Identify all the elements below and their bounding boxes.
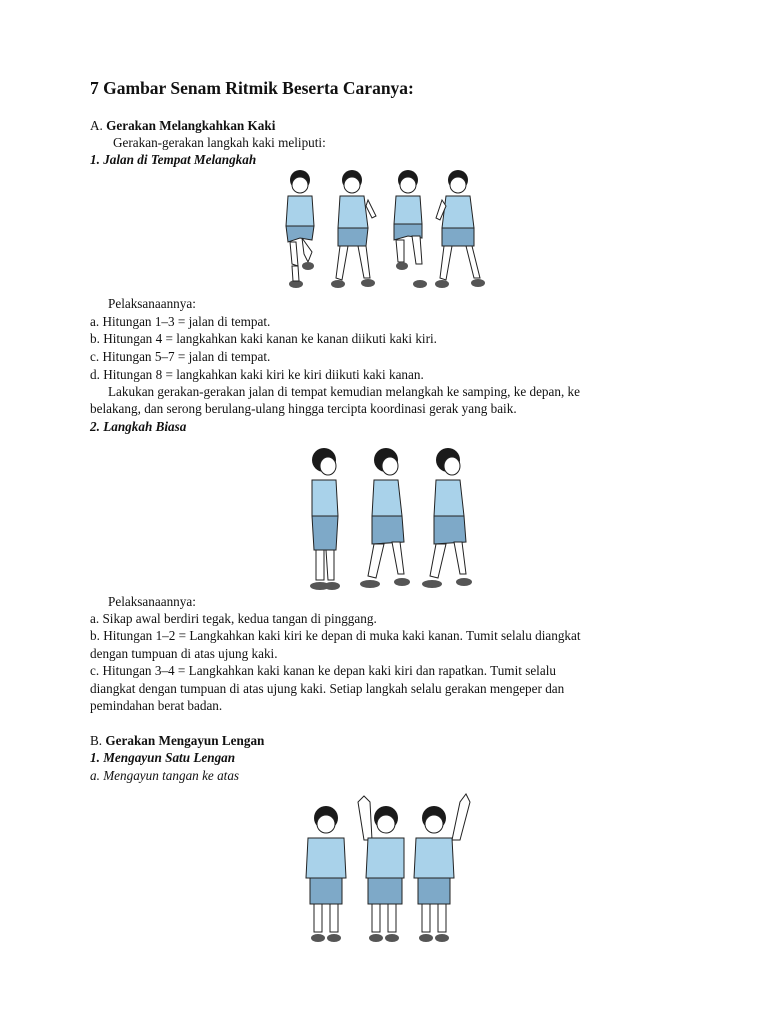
section-b-heading bbox=[90, 732, 264, 749]
boy-figure-8 bbox=[306, 806, 346, 942]
langkah-line-1: a. Sikap awal berdiri tegak, kedua tangan di pinggang. bbox=[90, 611, 377, 626]
boy-figure-7 bbox=[422, 448, 472, 588]
figure-langkah-biasa bbox=[298, 444, 488, 594]
step-b-1: b. Hitungan 4 = langkahkan kaki kanan ke kanan diikuti kaki kiri. bbox=[90, 331, 437, 346]
boy-figure-5 bbox=[310, 448, 340, 590]
figure-mengayun-lengan bbox=[298, 788, 473, 943]
subsection-mengayun-title: 1. Mengayun Satu Lengan bbox=[90, 750, 236, 765]
boy-figure-4 bbox=[435, 170, 485, 288]
boy-figure-3 bbox=[394, 170, 427, 288]
langkah-line-5: diangkat dengan tumpuan di atas ujung kaki. Setiap langkah selalu gerakan mengeper dan bbox=[90, 681, 565, 696]
pelaksanaan-label-1: Pelaksanaannya: bbox=[108, 296, 196, 311]
figure-jalan-di-tempat bbox=[278, 166, 488, 294]
boy-figure-9 bbox=[358, 796, 404, 942]
langkah-line-2: b. Hitungan 1–2 = Langkahkan kaki kiri ke depan di muka kaki kanan. Tumit selalu diangkat bbox=[90, 628, 581, 643]
boy-figure-1 bbox=[286, 170, 314, 288]
note-line-1: Lakukan gerakan-gerakan jalan di tempat kemudian melangkah ke samping, ke depan, ke bbox=[108, 384, 581, 399]
section-a-title: Gerakan Melangkahkan Kaki bbox=[106, 118, 276, 133]
subsection-langkah-title: 2. Langkah Biasa bbox=[90, 419, 187, 434]
step-c-1: c. Hitungan 5–7 = jalan di tempat. bbox=[90, 349, 271, 364]
boy-figure-2 bbox=[331, 170, 376, 288]
mengayun-item-a: a. Mengayun tangan ke atas bbox=[90, 768, 240, 783]
note-line-2: belakang, dan serong berulang-ulang hingga tercipta koordinasi gerak yang baik. bbox=[90, 401, 517, 416]
step-d-1: d. Hitungan 8 = langkahkan kaki kiri ke kiri diikuti kaki kanan. bbox=[90, 367, 424, 382]
subsection-jalan-title: 1. Jalan di Tempat Melangkah bbox=[90, 152, 257, 167]
step-a-1: a. Hitungan 1–3 = jalan di tempat. bbox=[90, 314, 271, 329]
langkah-line-4: c. Hitungan 3–4 = Langkahkan kaki kanan ke depan kaki kiri dan rapatkan. Tumit selalu bbox=[90, 663, 556, 678]
pelaksanaan-label-2: Pelaksanaannya: bbox=[108, 594, 196, 609]
page-title: 7 Gambar Senam Ritmik Beserta Caranya: bbox=[90, 78, 414, 98]
boy-figure-10 bbox=[414, 794, 470, 942]
langkah-line-6: pemindahan berat badan. bbox=[90, 698, 223, 713]
section-a-prefix: A. bbox=[90, 118, 107, 133]
section-b-title: Gerakan Mengayun Lengan bbox=[105, 733, 265, 748]
section-b-prefix: B. bbox=[90, 733, 106, 748]
boy-figure-6 bbox=[360, 448, 410, 588]
section-a-heading bbox=[90, 117, 275, 134]
section-a-intro: Gerakan-gerakan langkah kaki meliputi: bbox=[113, 135, 326, 150]
langkah-line-3: dengan tumpuan di atas ujung kaki. bbox=[90, 646, 278, 661]
